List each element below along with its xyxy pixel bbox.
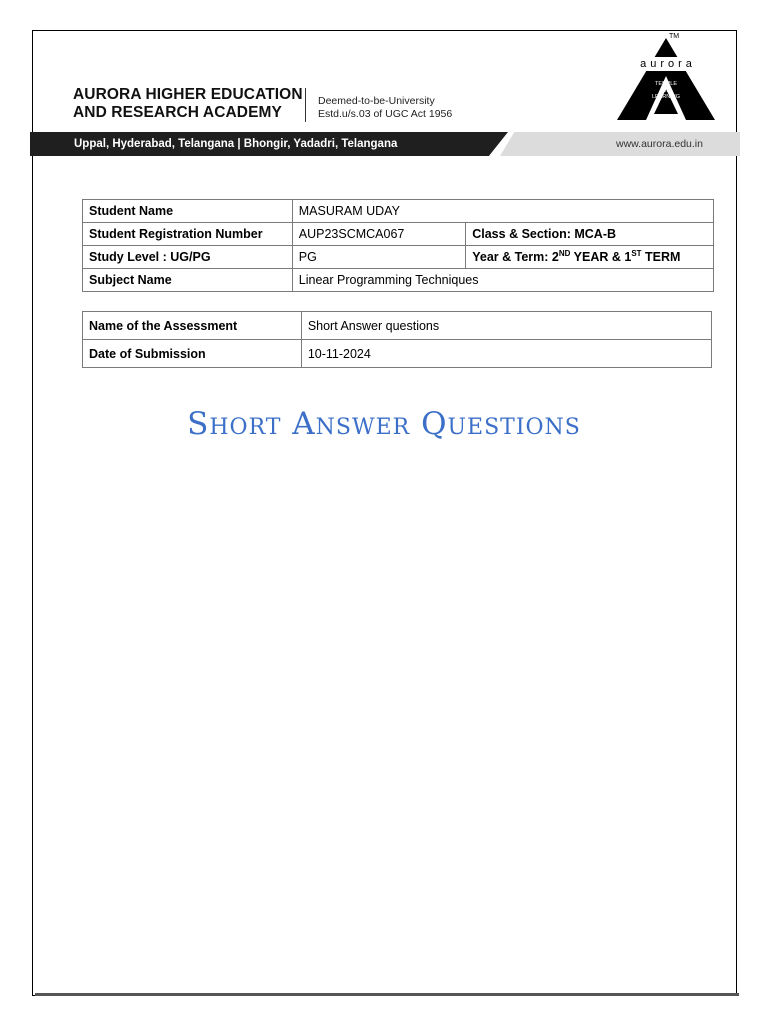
year-term-suffix: TERM bbox=[641, 250, 681, 264]
study-level-value: PG bbox=[292, 246, 465, 269]
status-line2: Estd.u/s.03 of UGC Act 1956 bbox=[318, 108, 453, 120]
table-row bbox=[83, 246, 714, 269]
logo-tagline-3: LEARNING bbox=[651, 94, 681, 100]
table-row bbox=[83, 269, 714, 292]
university-status bbox=[318, 95, 452, 121]
table-row bbox=[83, 200, 714, 223]
org-name bbox=[73, 86, 303, 122]
study-level-label: Study Level : UG/PG bbox=[83, 246, 293, 269]
document-title: Short Answer Questions bbox=[187, 406, 581, 442]
assessment-table bbox=[82, 311, 712, 368]
website-link[interactable]: www.aurora.edu.in bbox=[616, 138, 703, 150]
student-details-table bbox=[82, 199, 714, 292]
aurora-logo-icon bbox=[612, 34, 720, 120]
header-divider bbox=[305, 88, 306, 122]
table-row bbox=[83, 312, 712, 340]
year-term-mid: YEAR & 1 bbox=[570, 250, 632, 264]
submission-date-value: 10-11-2024 bbox=[301, 340, 711, 368]
logo-tagline-2: OF bbox=[662, 87, 670, 94]
term-superscript: ST bbox=[631, 249, 642, 258]
page-border bbox=[32, 30, 737, 996]
logo-wordmark: aurora bbox=[640, 58, 696, 70]
page-border-shadow bbox=[35, 993, 739, 996]
student-name-label: Student Name bbox=[83, 200, 293, 223]
logo-trademark: TM bbox=[669, 33, 680, 40]
table-row bbox=[83, 223, 714, 246]
submission-date-label: Date of Submission bbox=[83, 340, 302, 368]
status-line1: Deemed-to-be-University bbox=[318, 95, 435, 107]
campus-locations: Uppal, Hyderabad, Telangana | Bhongir, Yadadri, Telangana bbox=[74, 138, 398, 150]
table-row bbox=[83, 340, 712, 368]
year-superscript: ND bbox=[558, 249, 571, 258]
year-term-prefix: Year & Term: 2 bbox=[472, 250, 559, 264]
subject-value: Linear Programming Techniques bbox=[292, 269, 713, 292]
year-term bbox=[466, 246, 714, 269]
assessment-value: Short Answer questions bbox=[301, 312, 711, 340]
org-name-line1: AURORA HIGHER EDUCATION bbox=[73, 86, 303, 103]
logo-tagline-1: TEMPLE bbox=[654, 81, 677, 87]
class-section: Class & Section: MCA-B bbox=[466, 223, 714, 246]
subject-label: Subject Name bbox=[83, 269, 293, 292]
logo-tagline bbox=[640, 81, 692, 101]
student-name-value: MASURAM UDAY bbox=[292, 200, 713, 223]
assessment-label: Name of the Assessment bbox=[83, 312, 302, 340]
registration-value: AUP23SCMCA067 bbox=[292, 223, 465, 246]
org-name-line2: AND RESEARCH ACADEMY bbox=[73, 104, 282, 121]
registration-label: Student Registration Number bbox=[83, 223, 293, 246]
